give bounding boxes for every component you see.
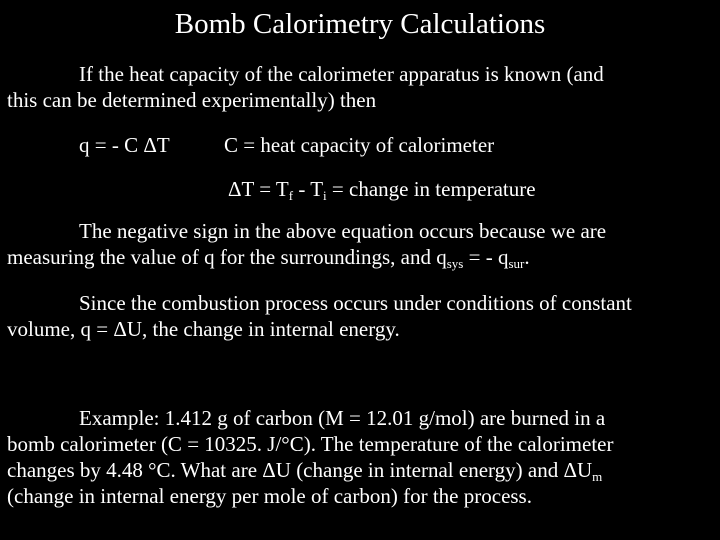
combustion-line-2: volume, q = ΔU, the change in internal energy.	[7, 317, 400, 341]
negative-sign-paragraph	[7, 218, 713, 270]
heat-equation: q = - C ΔT	[79, 133, 170, 157]
negative-sign-line-2-end: .	[524, 245, 530, 269]
combustion-paragraph	[7, 290, 713, 342]
final-subscript: f	[288, 188, 294, 203]
delta-t-definition	[228, 176, 536, 202]
combustion-line-1: Since the combustion process occurs under conditions of constant	[79, 291, 632, 315]
example-line-3-text: changes by 4.48 °C. What are ΔU (change in internal energy) and ΔU	[7, 458, 593, 482]
intro-line-1: If the heat capacity of the calorimeter apparatus is known (and	[79, 62, 604, 86]
surroundings-subscript: sur	[508, 256, 525, 271]
heat-capacity-definition: C = heat capacity of calorimeter	[224, 133, 495, 157]
intro-paragraph	[7, 61, 713, 113]
negative-sign-line-1: The negative sign in the above equation occurs because we are	[79, 219, 607, 243]
molar-subscript: m	[592, 469, 603, 484]
example-line-3	[7, 457, 713, 483]
initial-subscript: i	[323, 188, 327, 203]
system-subscript: sys	[446, 256, 464, 271]
negative-sign-line-2	[7, 244, 713, 270]
example-line-4: (change in internal energy per mole of carbon) for the process.	[7, 484, 532, 508]
slide-title: Bomb Calorimetry Calculations	[174, 8, 546, 40]
example-paragraph	[7, 405, 713, 509]
example-line-1: Example: 1.412 g of carbon (M = 12.01 g/mol) are burned in a	[79, 406, 606, 430]
negative-sign-line-2-start: measuring the value of q for the surroundings, and q	[7, 245, 447, 269]
negative-sign-line-2-mid: = - q	[463, 245, 509, 269]
delta-t-definition-end: = change in temperature	[326, 177, 536, 201]
example-line-2: bomb calorimeter (C = 10325. J/°C). The temperature of the calorimeter	[7, 432, 614, 456]
intro-line-2: this can be determined experimentally) then	[7, 88, 377, 112]
delta-t-definition-mid: - T	[293, 177, 324, 201]
delta-t-definition-start: ΔT = T	[228, 177, 289, 201]
